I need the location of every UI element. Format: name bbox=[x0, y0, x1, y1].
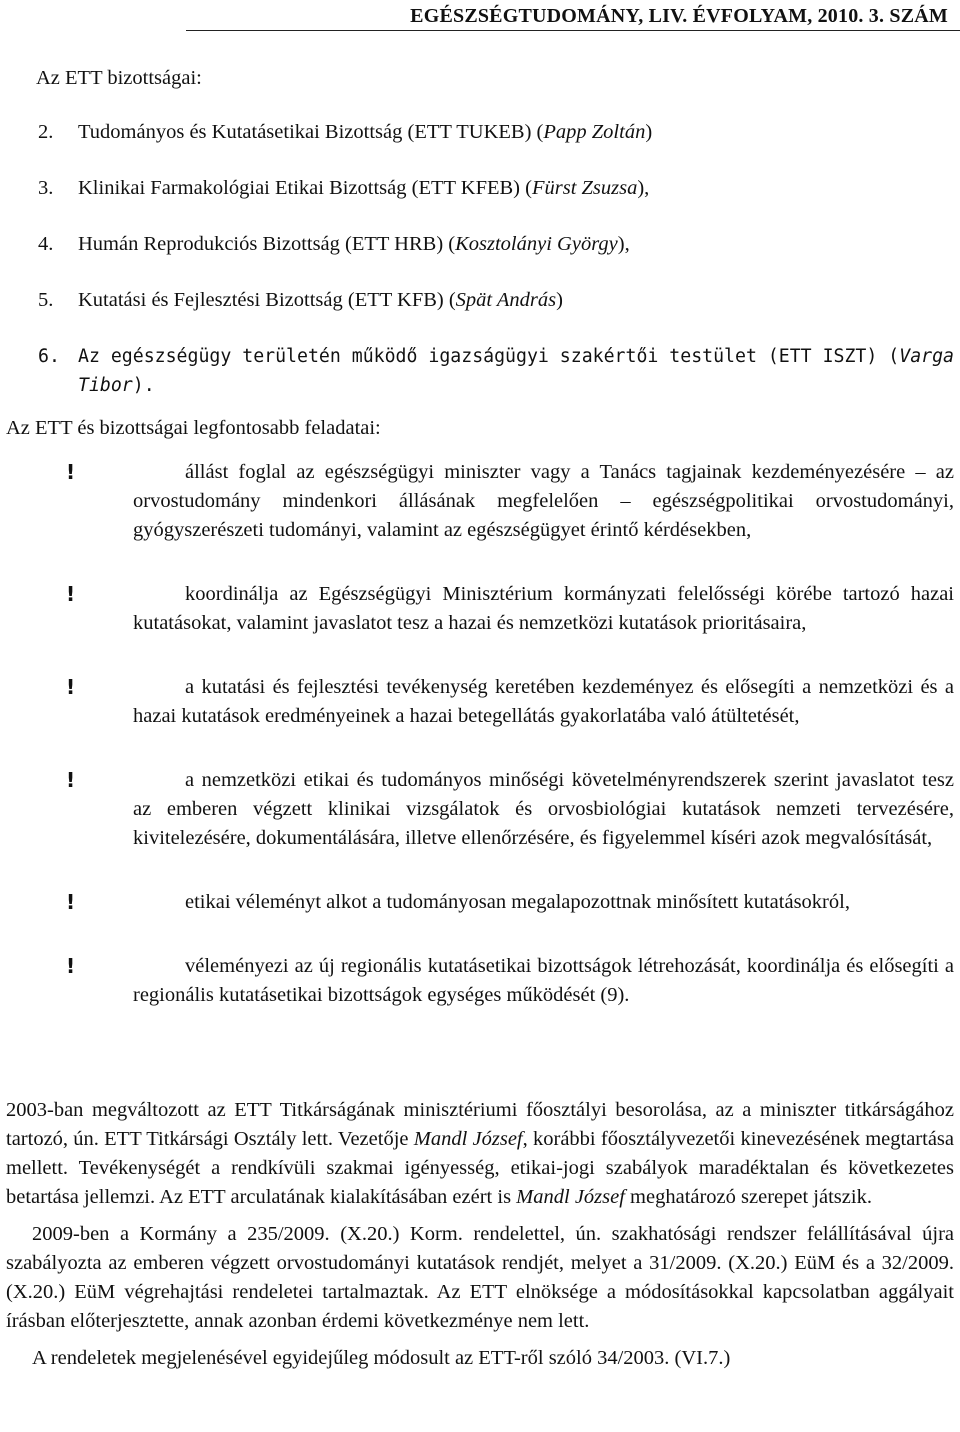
list-item: ! a nemzetközi etikai és tudományos minőségi követelményrendszerek szerint javaslatot tesz az emberen végzett klinikai vizsgálatok és orvosbiológiai kutatások nemzeti tervezésére, kivitelezésére, dokumentálására, illetve ellenőrzésére, és figyelemmel kíséri azok megvalósítását, bbox=[66, 768, 954, 849]
bullet-icon: ! bbox=[66, 890, 76, 914]
bullet-icon: ! bbox=[66, 768, 76, 792]
bullet-icon: ! bbox=[66, 460, 76, 484]
tasks-list bbox=[66, 458, 954, 1045]
bullet-icon: ! bbox=[66, 582, 76, 606]
journal-header: EGÉSZSÉGTUDOMÁNY, LIV. ÉVFOLYAM, 2010. 3. SZÁM bbox=[410, 5, 948, 27]
bullet-icon: ! bbox=[66, 675, 76, 699]
person-name: Papp Zoltán bbox=[543, 121, 646, 143]
bullet-icon: ! bbox=[66, 954, 76, 978]
list-item: ! etikai véleményt alkot a tudományosan megalapozottnak minősített kutatásokról, bbox=[66, 888, 954, 917]
paragraph-2009: 2009-ben a Kormány a 235/2009. (X.20.) Korm. rendelettel, ún. szakhatósági rendszer felállításával újra szabályozta az emberen végzett orvostudományi kutatások rendjét, melyet a 31/2009. (X.20.) EüM és a 32/2009. (X.20.) EüM végrehajtási rendeletei tartalmaztak. Az ETT elnöksége a módosításokkal kapcsolatban aggályait írásban előterjesztette, annak azonban érdemi következménye nem lett. bbox=[6, 1223, 954, 1332]
person-name: Mandl József bbox=[516, 1186, 625, 1208]
committees-title: Az ETT bizottságai: bbox=[36, 67, 202, 89]
list-item: 6. Az egészségügy területén működő igazságügyi szakértői testület (ETT ISZT) (Varga Tibor). bbox=[38, 346, 954, 396]
person-name: Kosztolányi György bbox=[455, 233, 618, 255]
list-item: ! a kutatási és fejlesztési tevékenység keretében kezdeményez és elősegíti a nemzetközi és a hazai kutatások eredményeinek a hazai betegellátás gyakorlatába való átültetését, bbox=[66, 675, 954, 727]
person-name: Fürst Zsuzsa bbox=[531, 177, 638, 199]
paragraph-rendeletek: A rendeletek megjelenésével egyidejűleg módosult az ETT-ről szóló 34/2003. (VI.7.) bbox=[32, 1347, 731, 1369]
tasks-title: Az ETT és bizottságai legfontosabb feladatai: bbox=[6, 417, 381, 439]
list-item: 5. Kutatási és Fejlesztési Bizottság (ETT KFB) (Spät András) bbox=[38, 289, 563, 311]
list-item: ! állást foglal az egészségügyi miniszter vagy a Tanács tagjainak kezdeményezésére – az orvostudomány mindenkori állásának megfelelően – egészségpolitikai orvostudományi, gyógyszerészeti tudományi, valamint az egészségügyet érintő kérdésekben, bbox=[66, 460, 954, 541]
list-item: 4. Humán Reprodukciós Bizottság (ETT HRB) (Kosztolányi György), bbox=[38, 233, 630, 255]
header-rule bbox=[186, 30, 960, 31]
committees-list bbox=[38, 118, 954, 400]
list-item: ! koordinálja az Egészségügyi Minisztérium kormányzati felelősségi körébe tartozó hazai kutatásokat, valamint javaslatot tesz a hazai és nemzetközi kutatások prioritásaira, bbox=[66, 582, 954, 634]
list-item: 3. Klinikai Farmakológiai Etikai Bizottság (ETT KFEB) (Fürst Zsuzsa), bbox=[38, 177, 650, 199]
paragraph-2003: 2003-ban megváltozott az ETT Titkárságának minisztériumi főosztályi besorolása, az a miniszter titkárságához tartozó, ún. ETT Titkársági Osztály lett. Vezetője Mandl József, korábbi főosztályvezetői kinevezésének megtartása mellett. Tevékenységét a rendkívüli szakmai igényesség, etikai-jogi szabályok maradéktalan és következetes betartása jellemzi. Az ETT arculatának kialakításában ezért is Mandl József meghatározó szerepet játszik. bbox=[6, 1099, 954, 1208]
list-item: 2. Tudományos és Kutatásetikai Bizottság (ETT TUKEB) (Papp Zoltán) bbox=[38, 121, 653, 143]
body-paragraphs bbox=[6, 1096, 954, 1381]
person-name: Mandl József bbox=[413, 1128, 523, 1150]
list-item: ! véleményezi az új regionális kutatásetikai bizottságok létrehozását, koordinálja és elősegíti a regionális kutatásetikai bizottságok egységes működését (9). bbox=[66, 954, 954, 1006]
person-name: Varga Tibor bbox=[78, 346, 954, 396]
person-name: Spät András bbox=[455, 289, 557, 311]
